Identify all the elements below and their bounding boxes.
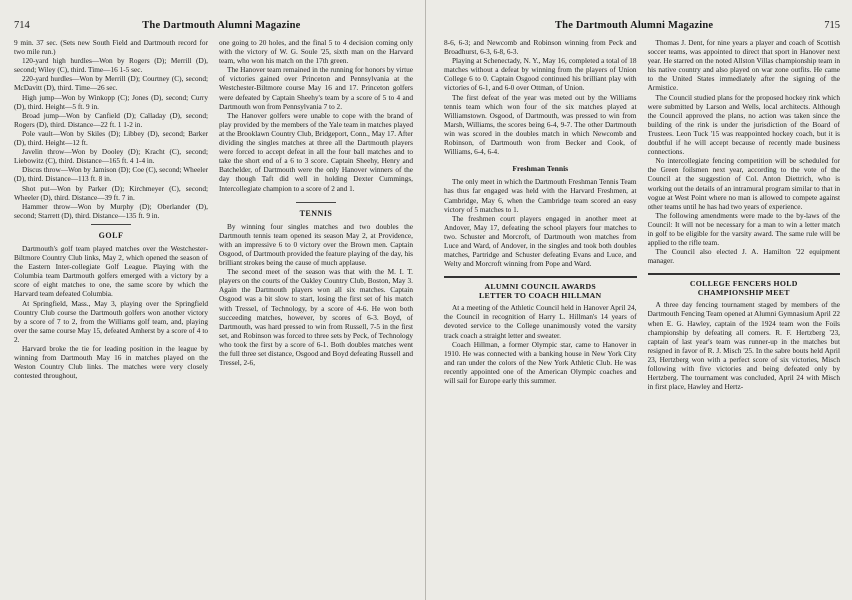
left-running-head	[14, 20, 413, 38]
paragraph: At a meeting of the Athletic Council held in Hanover April 24, the Council in recognition of Harry L. Hillman's 14 years of devoted service to the College unanimously voted the varsity track coach a straight letter and sweater.	[444, 303, 637, 340]
paragraph: The only meet in which the Dartmouth Freshman Tennis Team has thus far engaged was held with the Harvard Freshmen, at Cambridge, May 6, when the Cambridge team scored an easy victory of 5 matches to 1.	[444, 177, 637, 214]
right-column-2	[648, 38, 841, 594]
council-heading	[444, 282, 637, 300]
left-column-1	[14, 38, 208, 594]
tennis-heading: TENNIS	[299, 208, 333, 218]
right-page-number: 715	[824, 20, 840, 31]
paragraph: Broad jump—Won by Canfield (D); Calladay (D), second; Rogers (D), third. Distance—22 ft. 1 1-2 in.	[14, 110, 208, 129]
paragraph: 120-yard high hurdles—Won by Rogers (D); Merrill (D), second; Wiley (C), third. Time—16 1-5 sec.	[14, 56, 208, 75]
paragraph: The Hanover team remained in the running for honors by virtue of victories gained over Princeton and Pennsylvania at the Westchester-Biltmore course May 16 and 17. Princeton golfers were defeated by Captain Sheehy's team by a score of 5 to 4 and Dartmouth won from Pennsylvania 7 to 2.	[219, 65, 413, 111]
paragraph: The Council studied plans for the proposed hockey rink which were submitted by Larson and Wells, local architects. Although the Council approved the plans, no action was taken since the building of the rink is under the jurisdiction of the Board of Trustees. Leon Tuck '15 was reappointed hockey coach, but it is doubtful if he will accept because of recently made business connections.	[647, 92, 840, 157]
paragraph: The Council also elected J. A. Hamilton '22 equipment manager.	[647, 247, 840, 266]
fencers-heading-line1: COLLEGE FENCERS HOLD	[689, 279, 798, 289]
paragraph: The first defeat of the year was meted out by the Williams tennis team which won four of the six matches played at Williamstown. Osgood, of Dartmouth, was pressed to win from Marsh, Williams, the scores being 6-4, 9-7. The other Dartmouth win was scored in the doubles match in which Newcomb and Robinson, of Dartmouth won from Becker and Cook, of Williams, 6-4, 6-4.	[444, 92, 637, 157]
paragraph: High jump—Won by Winkopp (C); Jones (D), second; Curry (D), third. Height—5 ft. 9 in.	[14, 92, 208, 111]
right-running-head	[444, 20, 840, 38]
divider	[296, 202, 336, 203]
paragraph: Playing at Schenectady, N. Y., May 16, completed a total of 18 matches without a defeat by winning from the players of Union College 6 to 0. Captain Osgood continued his brilliant play with victories of 6-1, and 6-0 over Ottman, of Union.	[444, 56, 637, 93]
golf-heading: GOLF	[98, 230, 124, 240]
paragraph: The Hanover golfers were unable to cope with the brand of play provided by the members of the Yale team in matches played at the Brooklawn Country Club, Bridgeport, Conn., May 17. After dividing the singles matches at three all the Dartmouth players were forced to accept defeat in all the four ball matches and to take the short end of a 6 to 3 score. Captain Sheehy, Henry and Batchelder, of Dartmouth were the only Hanover winners of the day though Taft did well in holding Dexter Cummings, Intercollegiate champion to a score of 2 and 1.	[219, 110, 413, 193]
paragraph: Thomas J. Dent, for nine years a player and coach of Scottish soccer teams, was appointed to direct that sport in Hanover next year. He starred on the noted Allston Villas championship team in his native country and also played on war zone outfits. He came to the United States immediately after the signing of the Armistice.	[647, 38, 840, 93]
right-column-1	[444, 38, 637, 594]
paragraph: Pole vault—Won by Skiles (D); Libbey (D), second; Barker (D), third. Height—12 ft.	[14, 128, 208, 148]
paragraph: At Springfield, Mass., May 3, playing over the Springfield Country Club course the Dartmouth golfers won another victory by a score of 7 to 2, from the Williams golf team, and, playing over the same course May 15, defeated Amherst by a score of 4 to 2.	[14, 298, 208, 344]
paragraph: A three day fencing tournament staged by members of the Dartmouth Fencing Team opened at Alumni Gymnasium April 22 when E. G. Hawley, captain of the 1924 team won the Foils championship by defeating all comers. R. F. Hertzberg '23, captain of last year's team was runner-up in the matches but resigned in favor of R. J. Misch '25. In the sabre bouts held April 23, Hertzberg won with a perfect score of six victories, Misch following with five victories and being defeated only by Hertzberg. The tournament was concluded, April 24 with Misch in first place, Hawley and Hertz-	[647, 300, 840, 392]
section-rule	[648, 273, 841, 275]
left-running-title: The Dartmouth Alumni Magazine	[142, 20, 301, 31]
paragraph: Shot put—Won by Parker (D); Kirchmeyer (C), second; Wheeler (D), third. Distance—39 ft. 7 in.	[14, 183, 208, 202]
left-column-2	[219, 38, 413, 594]
right-running-title: The Dartmouth Alumni Magazine	[554, 20, 714, 31]
section-rule	[444, 276, 637, 278]
paragraph: By winning four singles matches and two doubles the Dartmouth tennis team opened its season May 2, at Providence, with an impressive 6 to 0 victory over the Brown men. Captain Osgood, of Dartmouth provided the feature playing of the day, his brilliant strokes being the cause of much applause.	[219, 221, 413, 268]
council-heading-line2: LETTER TO COACH HILLMAN	[478, 291, 602, 301]
paragraph: 220-yard hurdles—Won by Merrill (D); Courtney (C), second; McDavitt (D), third. Time—26 sec.	[14, 74, 208, 93]
paragraph: Harvard broke the tie for leading position in the league by winning from Dartmouth May 16 in matches played on the Weston Country Club links. The matches were very closely contested throughout,	[14, 344, 208, 381]
paragraph: The second meet of the season was that with the M. I. T. players on the courts of the Oakley Country Club, Boston, May 3. Again the Dartmouth players won all six matches. Captain Osgood was a bit slow to start, losing the first set of his match with Tressel, of Technology, by a score of 4-6. He won both succeeding matches, however, by scores of 6-3. Boyd, of Dartmouth, was hard pressed to win from Russell, 7-5 in the first set, and Robinson was forced to three sets by Peck, of Technology who took the first by a score of 6-1. Both doubles matches went the full three set distance, Osgood and Boyd defeating Russell and Tressel, 2-6,	[219, 267, 413, 368]
paragraph: Javelin throw—Won by Dooley (D); Kracht (C), second; Liebowitz (C), third. Distance—165 ft. 4 1-4 in.	[14, 147, 208, 166]
divider	[91, 224, 131, 225]
left-page-number: 714	[14, 20, 30, 31]
paragraph: The freshmen court players engaged in another meet at Andover, May 17, defeating the school players four matches to two. Schuster and Morcroft, of Dartmouth won matches from Luce and Ward, of Andover, in the singles and took both doubles matches, Partridge and Schuster defeating Evans and Luce, and Welty and Morcroft winning from Pope and Ward.	[444, 213, 637, 269]
paragraph: Discus throw—Won by Jamison (D); Coe (C), second; Wheeler (D), third. Distance—113 ft. 8 in.	[14, 165, 208, 184]
paragraph: Hammer throw—Won by Murphy (D); Oberlander (D), second; Starrett (D), third. Distance—135 ft. 9 in.	[14, 201, 208, 220]
freshman-tennis-heading: Freshman Tennis	[512, 164, 569, 174]
right-page	[426, 0, 852, 600]
paragraph: The following amendments were made to the by-laws of the Council: It will not be necessary for a man to win a letter match in golf to be eligible for the varsity award. The same rule will be applied to the rifle team.	[647, 210, 840, 248]
fencers-heading	[648, 279, 841, 297]
paragraph: 8-6, 6-3; and Newcomb and Robinson winning from Peck and Broadhurst, 6-3, 6-8, 6-3.	[444, 38, 637, 57]
fencers-heading-line2: CHAMPIONSHIP MEET	[697, 288, 790, 298]
paragraph: Coach Hillman, a former Olympic star, came to Hanover in 1910. He was connected with a banking house in New York City and ran under the colors of the New York Athletic Club. He was recently appointed one of the American Olympic coaches and will sail for Europe early this summer.	[444, 339, 637, 385]
paragraph: 9 min. 37 sec. (Sets new South Field and Dartmouth record for two mile run.)	[14, 38, 208, 57]
paragraph: No intercollegiate fencing competition will be scheduled for the Green foilsmen next year, according to the vote of the Council at the suggestion of Col. Anton Diettrich, who is working out the details of an intramural program similar to that in vogue at West Point where no man is allowed to compete against other teams until he has had two years of experience.	[647, 156, 840, 211]
council-heading-line1: ALUMNI COUNCIL AWARDS	[484, 282, 597, 292]
paragraph: one going to 20 holes, and the final 5 to 4 decision coming only with the victory of W. G. Soule '25, sixth man on the Harvard team, who won his match on the 17th green.	[219, 38, 413, 66]
paragraph: Dartmouth's golf team played matches over the Westchester-Biltmore Country Club links, May 2, which opened the season of the Eastern Inter-collegiate Golf League. Playing with the Columbia team Dartmouth golfers emerged with a victory by a score of eight matches to one, the same score by which the Harvard team defeated Columbia.	[14, 243, 208, 299]
